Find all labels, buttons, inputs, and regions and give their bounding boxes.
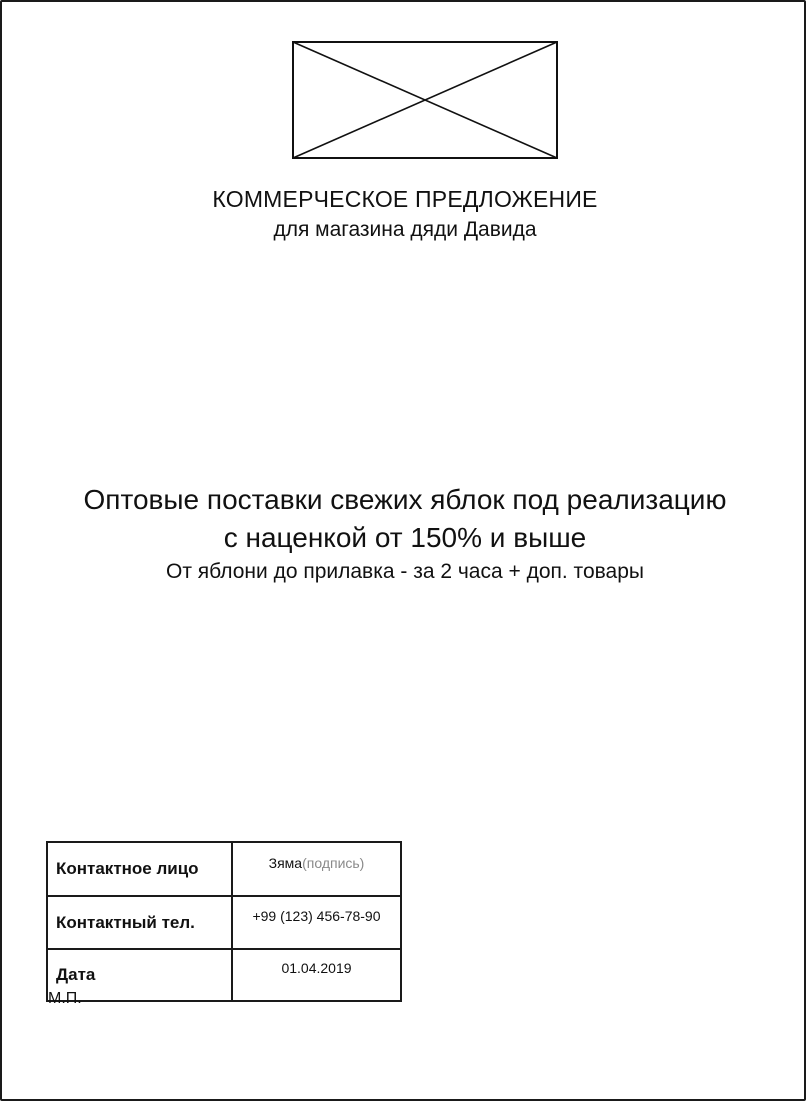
table-row [47, 949, 401, 1001]
contact-phone-label: Контактный тел. [47, 896, 232, 949]
offer-headline-line-2: с наценкой от 150% и выше [223, 522, 587, 553]
document-subtitle: для магазина дяди Давида [273, 218, 537, 241]
date-value: 01.04.2019 [232, 949, 401, 1001]
contact-phone-value: +99 (123) 456-78-90 [232, 896, 401, 949]
contact-person-label: Контактное лицо [47, 842, 232, 896]
table-row [47, 842, 401, 896]
document-title: КОММЕРЧЕСКОЕ ПРЕДЛОЖЕНИЕ [212, 186, 598, 212]
contact-person-value: Зяма [268, 855, 303, 871]
contact-table [46, 841, 402, 1002]
stamp-placeholder: М.П. [48, 990, 82, 1007]
logo-placeholder-icon [292, 41, 558, 159]
image-placeholder-icon [292, 41, 558, 159]
signature-hint: (подпись) [302, 855, 365, 871]
date-label: Дата [47, 949, 232, 1001]
offer-headline-line-1: Оптовые поставки свежих яблок под реализацию [83, 484, 727, 515]
contact-person-cell [232, 842, 401, 896]
offer-subline: От яблони до прилавка - за 2 часа + доп. товары [166, 560, 644, 583]
table-row [47, 896, 401, 949]
